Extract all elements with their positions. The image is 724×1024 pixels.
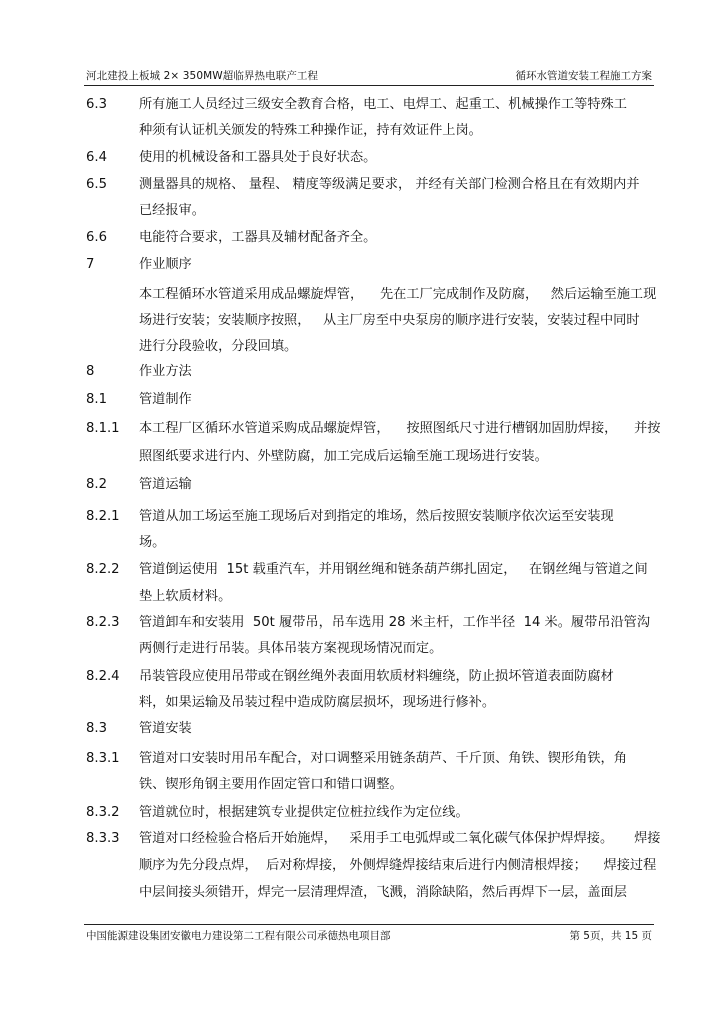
section-number: 8.2: [86, 477, 107, 492]
section-number: 8.2.2: [86, 562, 120, 577]
body-line: 种须有认证机关颁发的特殊工种操作证，持有效证件上岗。: [139, 123, 482, 138]
body-line: 铁、锲形角钢主要用作固定管口和错口调整。: [139, 777, 403, 792]
body-line: 本工程厂区循环水管道采购成品螺旋焊管， 按照图纸尺寸进行槽钢加固肋焊接， 并按: [139, 421, 661, 436]
section-number: 8.1: [86, 392, 107, 407]
body-line: 中层间接头须错开，焊完一层清理焊渣，飞溅，消除缺陷，然后再焊下一层，盖面层: [139, 885, 627, 900]
body-line: 管道卸车和安装用 50t 履带吊，吊车选用 28 米主杆，工作半径 14 米。履带吊沿管沟: [139, 615, 651, 630]
section-number: 8.3: [86, 721, 107, 736]
section-heading: 作业顺序: [139, 257, 192, 272]
body-line: 进行分段验收，分段回填。: [139, 339, 298, 354]
footer-company: 中国能源建设集团安徽电力建设第二工程有限公司承德热电项目部: [86, 930, 391, 942]
body-line: 测量器具的规格、 量程、 精度等级满足要求， 并经有关部门检测合格且在有效期内并: [139, 177, 640, 192]
section-number: 6.5: [86, 177, 107, 192]
body-line: 垫上软质材料。: [139, 589, 232, 604]
section-number: 8.2.1: [86, 509, 120, 524]
body-line: 吊装管段应使用吊带或在钢丝绳外表面用软质材料缠绕，防止损坏管道表面防腐材: [139, 669, 614, 684]
section-number: 8.3.3: [86, 831, 120, 846]
body-line: 已经报审。: [139, 203, 205, 218]
section-number: 6.4: [86, 150, 107, 165]
section-heading: 管道安装: [139, 721, 192, 736]
section-number: 8.1.1: [86, 421, 120, 436]
section-number: 8.3.2: [86, 805, 120, 820]
section-number: 8.3.1: [86, 751, 120, 766]
section-number: 8: [86, 364, 95, 379]
section-heading: 管道运输: [139, 477, 192, 492]
section-number: 8.2.4: [86, 669, 120, 684]
section-heading: 管道制作: [139, 392, 192, 407]
body-line: 管道从加工场运至施工现场后对到指定的堆场，然后按照安装顺序依次运至安装现: [139, 509, 614, 524]
page-number: 第 5页，共 15 页: [569, 930, 652, 942]
body-line: 照图纸要求进行内、外壁防腐，加工完成后运输至施工现场进行安装。: [139, 449, 548, 464]
body-line: 所有施工人员经过三级安全教育合格，电工、电焊工、起重工、机械操作工等特殊工: [139, 97, 627, 112]
body-line: 管道就位时，根据建筑专业提供定位桩拉线作为定位线。: [139, 805, 469, 820]
body-line: 使用的机械设备和工器具处于良好状态。: [139, 150, 377, 165]
body-line: 管道对口经检验合格后开始施焊， 采用手工电弧焊或二氧化碳气体保护焊焊接。 焊接: [139, 831, 661, 846]
footer-divider: [84, 924, 654, 925]
header-document-title: 循环水管道安装工程施工方案: [515, 70, 652, 82]
body-line: 管道倒运使用 15t 载重汽车，并用钢丝绳和链条葫芦绑扎固定， 在钢丝绳与管道之间: [139, 562, 648, 577]
section-number: 6.6: [86, 230, 107, 245]
body-line: 本工程循环水管道采用成品螺旋焊管， 先在工厂完成制作及防腐， 然后运输至施工现: [139, 287, 657, 302]
header-project-title: 河北建投上板城 2× 350MW超临界热电联产工程: [86, 70, 319, 82]
section-heading: 作业方法: [139, 364, 192, 379]
body-line: 场。: [139, 535, 166, 550]
section-number: 8.2.3: [86, 615, 120, 630]
body-line: 场进行安装；安装顺序按照， 从主厂房至中央泵房的顺序进行安装，安装过程中同时: [139, 313, 640, 328]
body-line: 管道对口安装时用吊车配合，对口调整采用链条葫芦、千斤顶、角铁、锲形角铁，角: [139, 751, 627, 766]
section-number: 6.3: [86, 97, 107, 112]
body-line: 两侧行走进行吊装。具体吊装方案视现场情况而定。: [139, 641, 443, 656]
body-line: 料，如果运输及吊装过程中造成防腐层损坏，现场进行修补。: [139, 695, 496, 710]
section-number: 7: [86, 257, 95, 272]
body-line: 电能符合要求，工器具及辅材配备齐全。: [139, 230, 377, 245]
header-divider: [84, 85, 654, 86]
body-line: 顺序为先分段点焊， 后对称焊接， 外侧焊缝焊接结束后进行内侧清根焊接； 焊接过程: [139, 858, 657, 873]
